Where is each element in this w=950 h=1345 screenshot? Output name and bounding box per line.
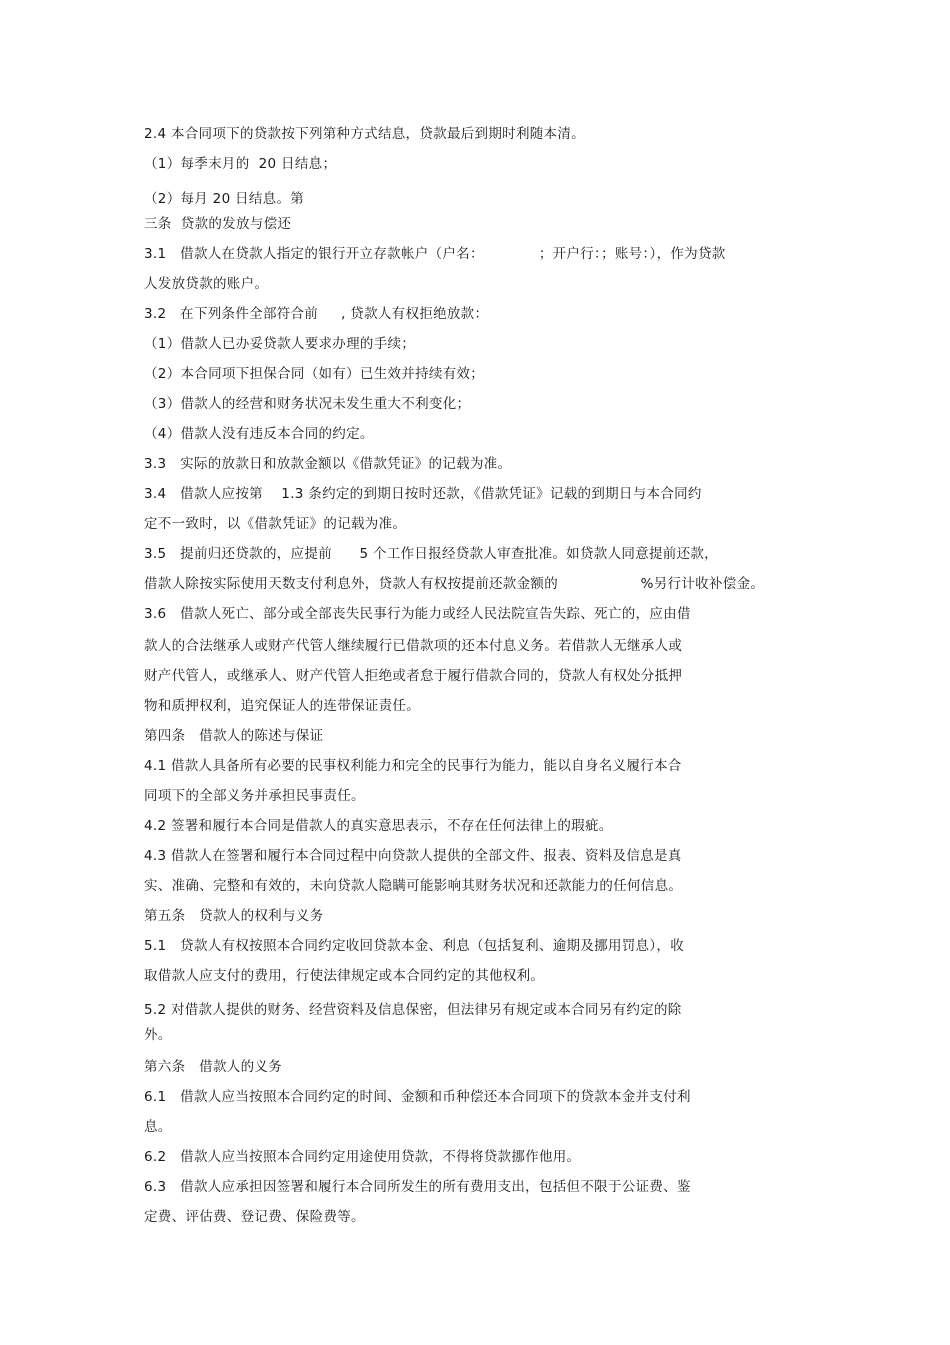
section-heading: 第六条 借款人的义务 xyxy=(144,1059,282,1075)
text-line: （2）每月 20 日结息。第 xyxy=(144,191,305,207)
text-line: 3.3 实际的放款日和放款金额以《借款凭证》的记载为准。 xyxy=(144,456,512,472)
section-heading: 三条 贷款的发放与偿还 xyxy=(144,216,292,232)
text-line: 人发放贷款的账户。 xyxy=(144,276,269,292)
text-line: 定不一致时，以《借款凭证》的记载为准。 xyxy=(144,516,407,532)
text-line: 财产代管人，或继承人、财产代管人拒绝或者怠于履行借款合同的，贷款人有权处分抵押 xyxy=(144,668,683,684)
text-line: 3.5 提前归还贷款的，应提前 5 个工作日报经贷款人审查批准。如贷款人同意提前还款， xyxy=(144,546,718,562)
text-line: 3.6 借款人死亡、部分或全部丧失民事行为能力或经人民法院宣告失踪、死亡的，应由借 xyxy=(144,606,691,622)
text-line: 3.4 借款人应按第 1.3 条约定的到期日按时还款，《借款凭证》记载的到期日与本合同约 xyxy=(144,486,702,502)
text-line: 定费、评估费、登记费、保险费等。 xyxy=(144,1209,365,1225)
text-line: 3.2 在下列条件全部符合前 , 贷款人有权拒绝放款： xyxy=(144,306,489,322)
text-line: 4.1 借款人具备所有必要的民事权利能力和完全的民事行为能力，能以自身名义履行本合 xyxy=(144,758,682,774)
text-line: （1）借款人已办妥贷款人要求办理的手续； xyxy=(144,336,416,352)
text-line: 3.1 借款人在贷款人指定的银行开立存款帐户（户名： ；开户行：；账号：），作为贷款 xyxy=(144,246,726,262)
text-line: 5.2 对借款人提供的财务、经营资料及信息保密，但法律另有规定或本合同另有约定的除 xyxy=(144,1002,682,1018)
text-line: 5.1 贷款人有权按照本合同约定收回贷款本金、利息（包括复利、逾期及挪用罚息），收 xyxy=(144,938,684,954)
text-line: 同项下的全部义务并承担民事责任。 xyxy=(144,788,365,804)
text-line: 2.4 本合同项下的贷款按下列第种方式结息，贷款最后到期时利随本清。 xyxy=(144,126,585,142)
text-line: （4）借款人没有违反本合同的约定。 xyxy=(144,426,374,442)
text-line: （1）每季末月的 20 日结息； xyxy=(144,156,337,172)
text-line: （2）本合同项下担保合同（如有）已生效并持续有效； xyxy=(144,366,485,382)
text-line: 外。 xyxy=(144,1027,172,1043)
text-line: 4.3 借款人在签署和履行本合同过程中向贷款人提供的全部文件、报表、资料及信息是真 xyxy=(144,848,682,864)
section-heading: 第五条 贷款人的权利与义务 xyxy=(144,908,324,924)
text-line: （3）借款人的经营和财务状况未发生重大不利变化； xyxy=(144,396,471,412)
text-line: 息。 xyxy=(144,1119,172,1135)
text-line: 款人的合法继承人或财产代管人继续履行已借款项的还本付息义务。若借款人无继承人或 xyxy=(144,638,683,654)
text-line: 借款人除按实际使用天数支付利息外，贷款人有权按提前还款金额的 %另行计收补偿金。 xyxy=(144,576,765,592)
text-line: 实、准确、完整和有效的，未向贷款人隐瞒可能影响其财务状况和还款能力的任何信息。 xyxy=(144,878,683,894)
text-line: 6.1 借款人应当按照本合同约定的时间、金额和币种偿还本合同项下的贷款本金并支付利 xyxy=(144,1089,691,1105)
section-heading: 第四条 借款人的陈述与保证 xyxy=(144,728,324,744)
text-line: 取借款人应支付的费用，行使法律规定或本合同约定的其他权利。 xyxy=(144,968,545,984)
text-line: 4.2 签署和履行本合同是借款人的真实意思表示，不存在任何法律上的瑕疵。 xyxy=(144,818,613,834)
text-line: 6.3 借款人应承担因签署和履行本合同所发生的所有费用支出，包括但不限于公证费、鉴 xyxy=(144,1179,691,1195)
text-line: 6.2 借款人应当按照本合同约定用途使用贷款，不得将贷款挪作他用。 xyxy=(144,1149,581,1165)
text-line: 物和质押权利，追究保证人的连带保证责任。 xyxy=(144,698,420,714)
